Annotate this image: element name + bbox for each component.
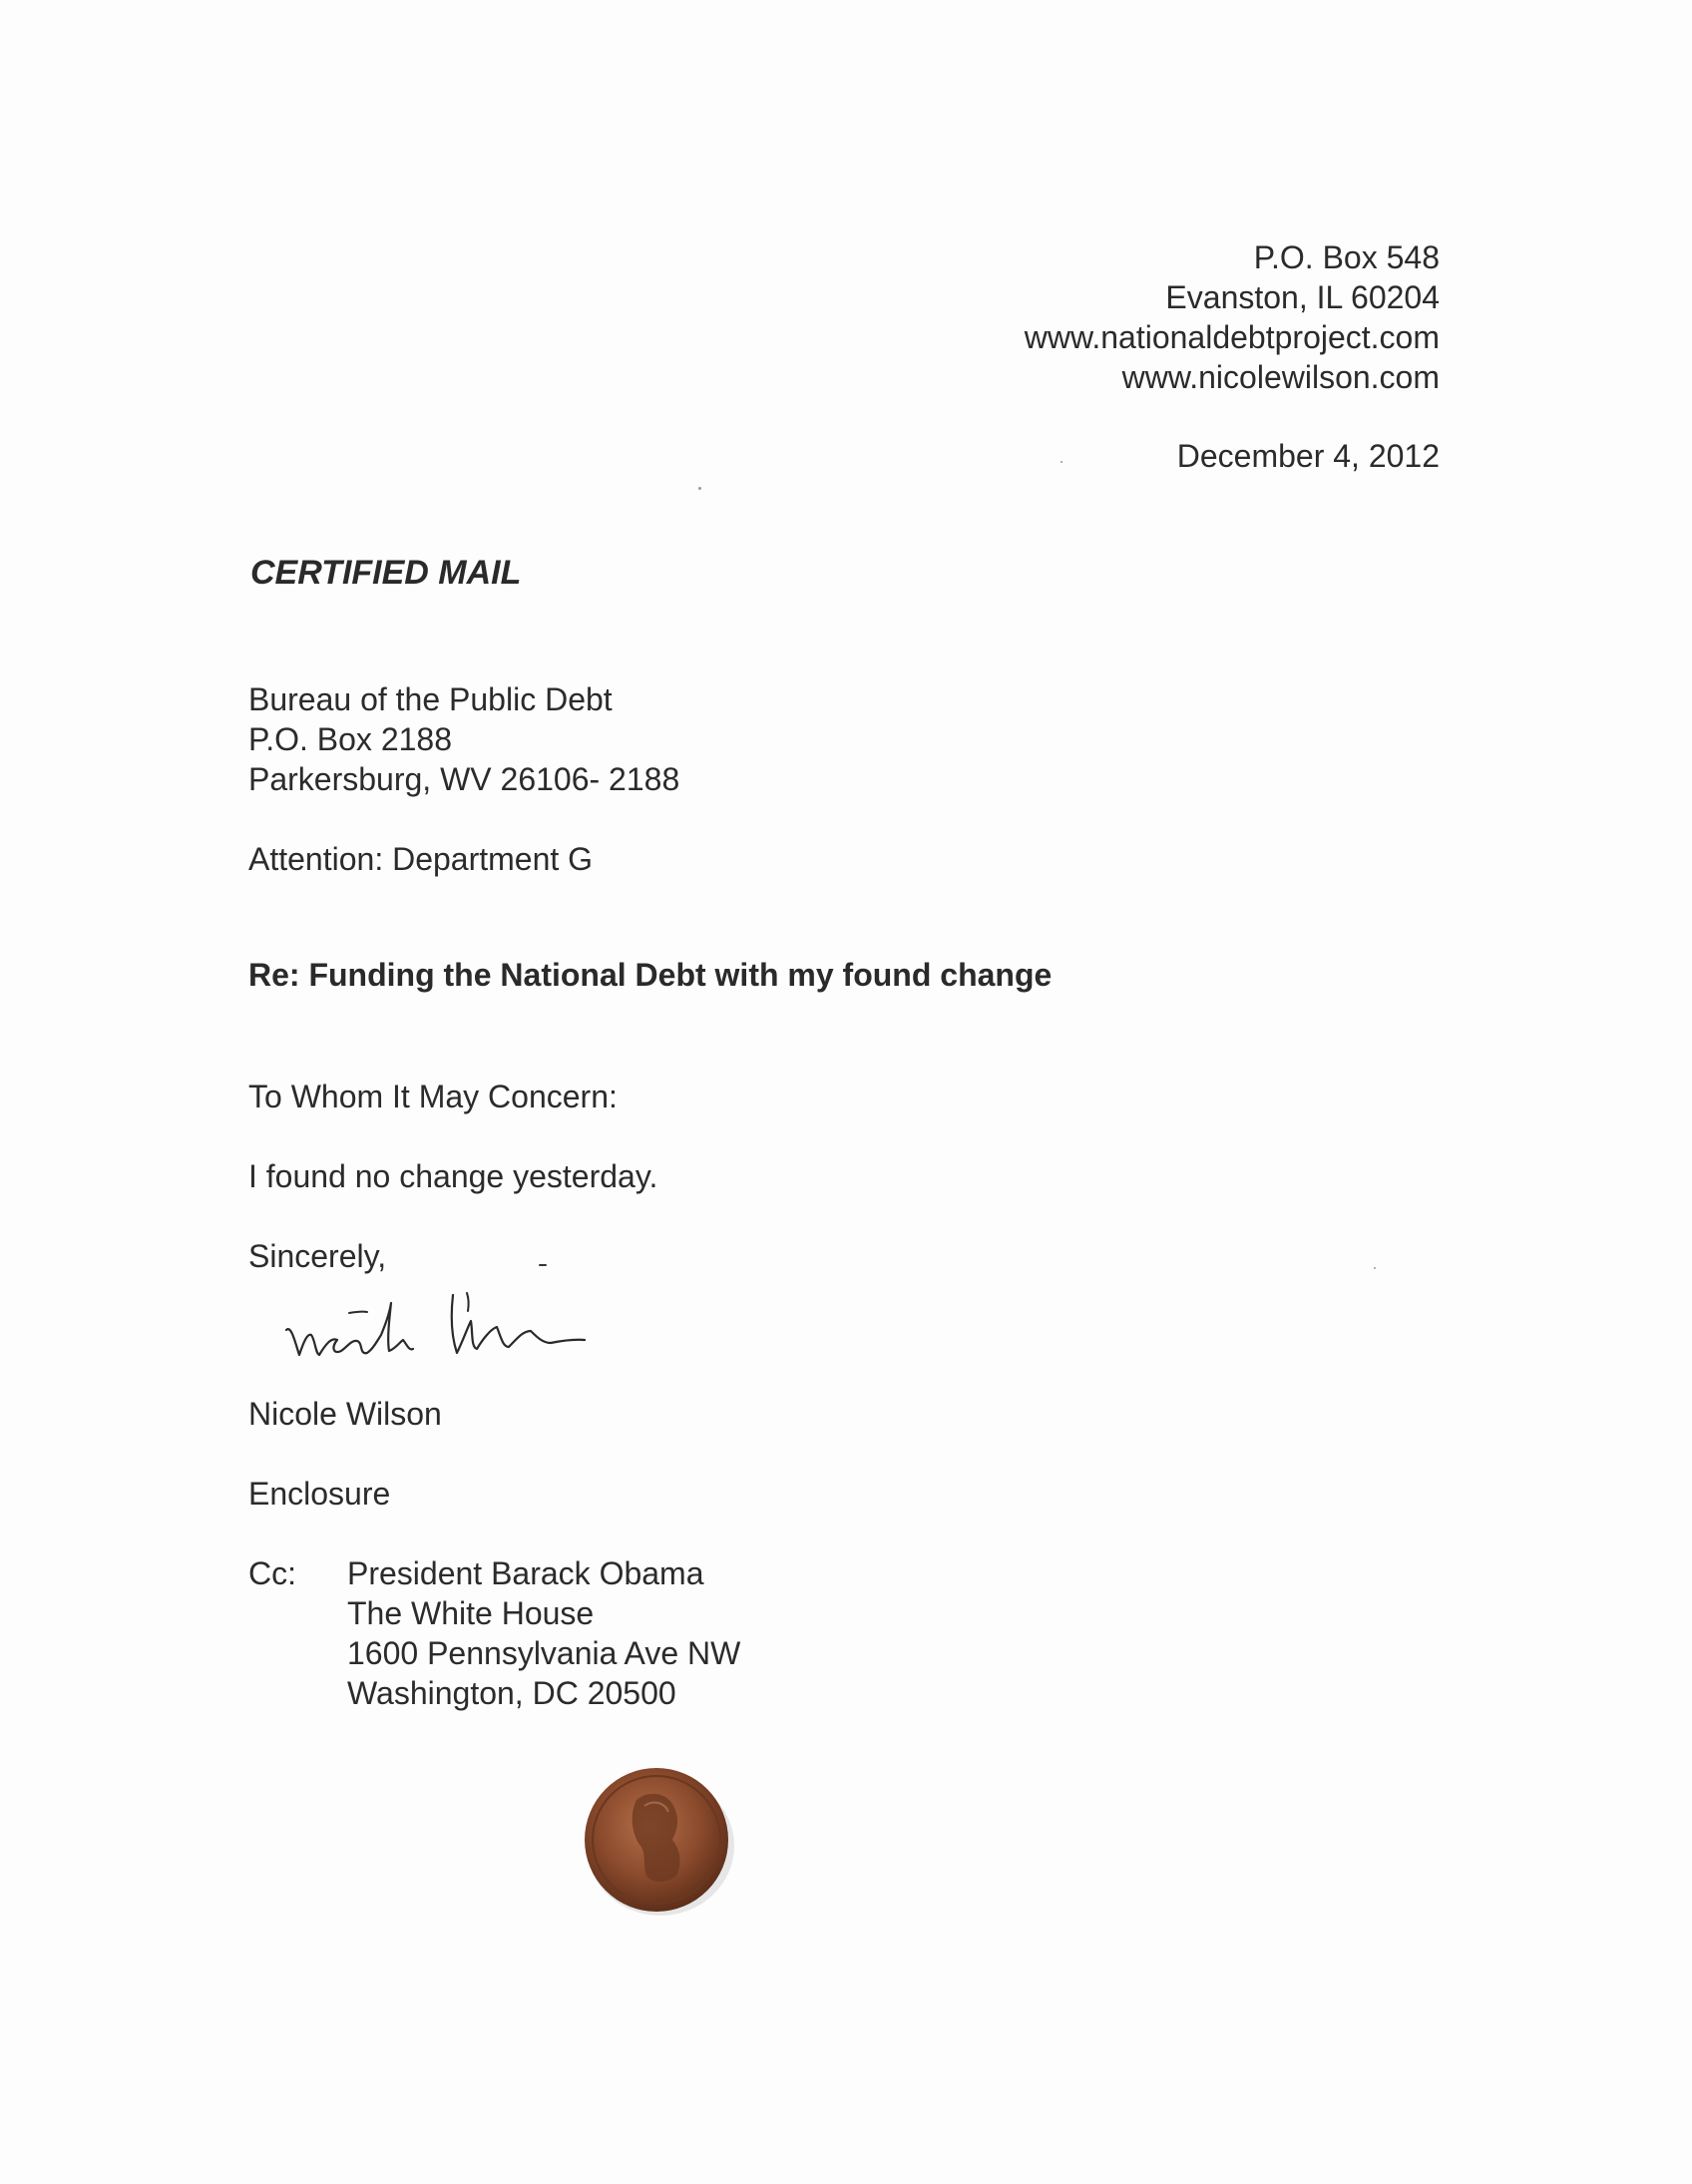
subject-line: Re: Funding the National Debt with my found change [248,957,1053,993]
sender-address-line1: P.O. Box 548 [1253,239,1440,275]
attention-line: Attention: Department G [248,841,594,877]
scan-speck [539,1264,547,1266]
scan-speck [1374,1267,1376,1269]
sender-address-line2: Evanston, IL 60204 [1165,279,1440,315]
enclosure-note: Enclosure [248,1476,391,1512]
recipient-address-line2: Parkersburg, WV 26106- 2188 [248,761,680,797]
recipient-address-line1: P.O. Box 2188 [248,721,452,757]
cc-line1: President Barack Obama [347,1555,704,1591]
sender-website-2: www.nicolewilson.com [1121,359,1440,395]
cc-label: Cc: [248,1555,296,1591]
signer-name: Nicole Wilson [248,1396,442,1432]
handwritten-signature-icon [281,1285,660,1375]
salutation: To Whom It May Concern: [248,1079,618,1114]
cc-line3: 1600 Pennsylvania Ave NW [347,1635,741,1671]
body-text: I found no change yesterday. [248,1158,658,1194]
penny-coin-icon [577,1760,736,1920]
scan-speck [698,487,701,490]
cc-line2: The White House [347,1595,595,1631]
certified-mail-heading: CERTIFIED MAIL [250,554,522,592]
scan-speck [1060,461,1062,463]
recipient-name: Bureau of the Public Debt [248,681,613,717]
closing: Sincerely, [248,1238,387,1274]
cc-line4: Washington, DC 20500 [347,1675,676,1711]
sender-website-1: www.nationaldebtproject.com [1024,319,1440,355]
letter-date: December 4, 2012 [1176,438,1440,474]
